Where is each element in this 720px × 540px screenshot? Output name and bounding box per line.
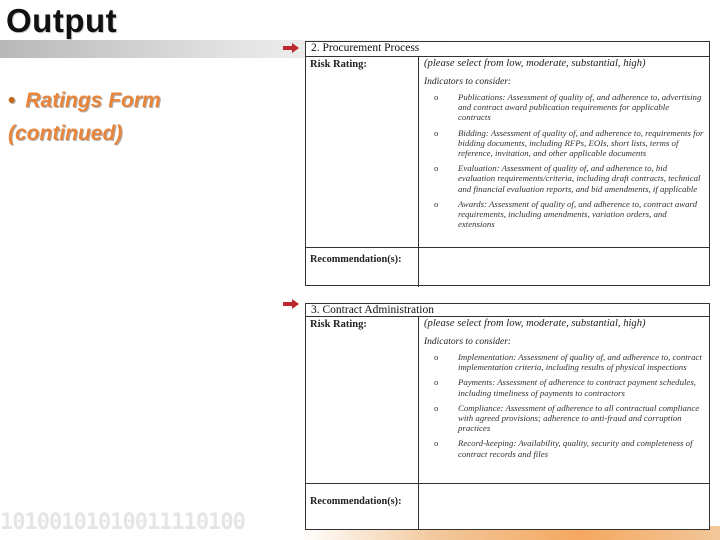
circle-bullet-icon: o	[434, 163, 439, 174]
list-item: o Compliance: Assessment of adherence to all contractual compliance with agreed provisions; adherence to anti-fraud and corruption practices	[434, 402, 700, 434]
list-item: o Payments: Assessment of adherence to contract payment schedules, including timeliness of payments to contractors	[434, 377, 696, 398]
circle-bullet-icon: o	[434, 438, 439, 449]
list-item: o Awards: Assessment of quality of, and adherence to, contract award requirements, including amendments, variation orders, and extensions	[434, 198, 698, 230]
recommendation-row	[306, 248, 709, 287]
circle-bullet-icon: o	[434, 377, 439, 388]
indicators-title: Indicators to consider:	[424, 77, 512, 87]
risk-rating-row	[306, 317, 709, 484]
circle-bullet-icon: o	[434, 92, 439, 102]
list-item: o Record-keeping: Availability, quality, security and completeness of contract records and files	[434, 438, 693, 459]
binary-decoration: 10100101010011110100	[0, 510, 245, 535]
form-heading: 3. Contract Administration	[306, 304, 709, 317]
procurement-form	[305, 41, 710, 286]
list-item: o Publications: Assessment of quality of, and adherence to, advertising and contract award publication requirements for applicable contracts	[434, 92, 702, 123]
risk-rating-cell	[418, 317, 709, 483]
circle-bullet-icon: o	[434, 198, 439, 209]
recommendation-input-area[interactable]	[418, 248, 709, 287]
circle-bullet-icon: o	[434, 402, 439, 413]
red-arrow-icon	[283, 43, 299, 53]
risk-rating-hint: (please select from low, moderate, substantial, high)	[424, 318, 646, 329]
recommendation-label: Recommendation(s):	[310, 496, 402, 507]
circle-bullet-icon: o	[434, 352, 439, 362]
red-arrow-icon	[283, 299, 299, 309]
contract-administration-form	[305, 303, 710, 530]
risk-rating-cell	[418, 57, 709, 247]
slide-title: Output	[6, 2, 118, 39]
bullet-item	[8, 84, 288, 150]
risk-rating-hint: (please select from low, moderate, substantial, high)	[424, 58, 646, 69]
recommendation-label: Recommendation(s):	[310, 254, 402, 265]
list-item: o Implementation: Assessment of quality of, and adherence to, contract implementation criteria, including results of physical inspections	[434, 352, 702, 373]
risk-rating-row	[306, 57, 709, 248]
list-item: o Evaluation: Assessment of quality of, and adherence to, bid evaluation requirements/criteria, including draft contracts, technical and financial evaluation reports, and bid amendments, if applicable	[434, 163, 701, 194]
risk-rating-label: Risk Rating:	[310, 319, 367, 330]
form-heading: 2. Procurement Process	[306, 42, 709, 57]
recommendation-row	[306, 484, 709, 529]
recommendation-input-area[interactable]	[418, 484, 709, 529]
list-item: o Bidding: Assessment of quality of, and adherence to, requirements for bidding documents, including RFPs, EOIs, short lists, terms of reference, invitation, and other applicable documents	[434, 127, 704, 159]
risk-rating-label: Risk Rating:	[310, 59, 367, 70]
circle-bullet-icon: o	[434, 127, 439, 138]
bullet-marker: •	[8, 89, 16, 112]
bullet-line-1: Ratings Form	[25, 89, 161, 112]
bullet-line-2: (continued)	[8, 122, 123, 145]
indicators-title: Indicators to consider:	[424, 337, 512, 347]
